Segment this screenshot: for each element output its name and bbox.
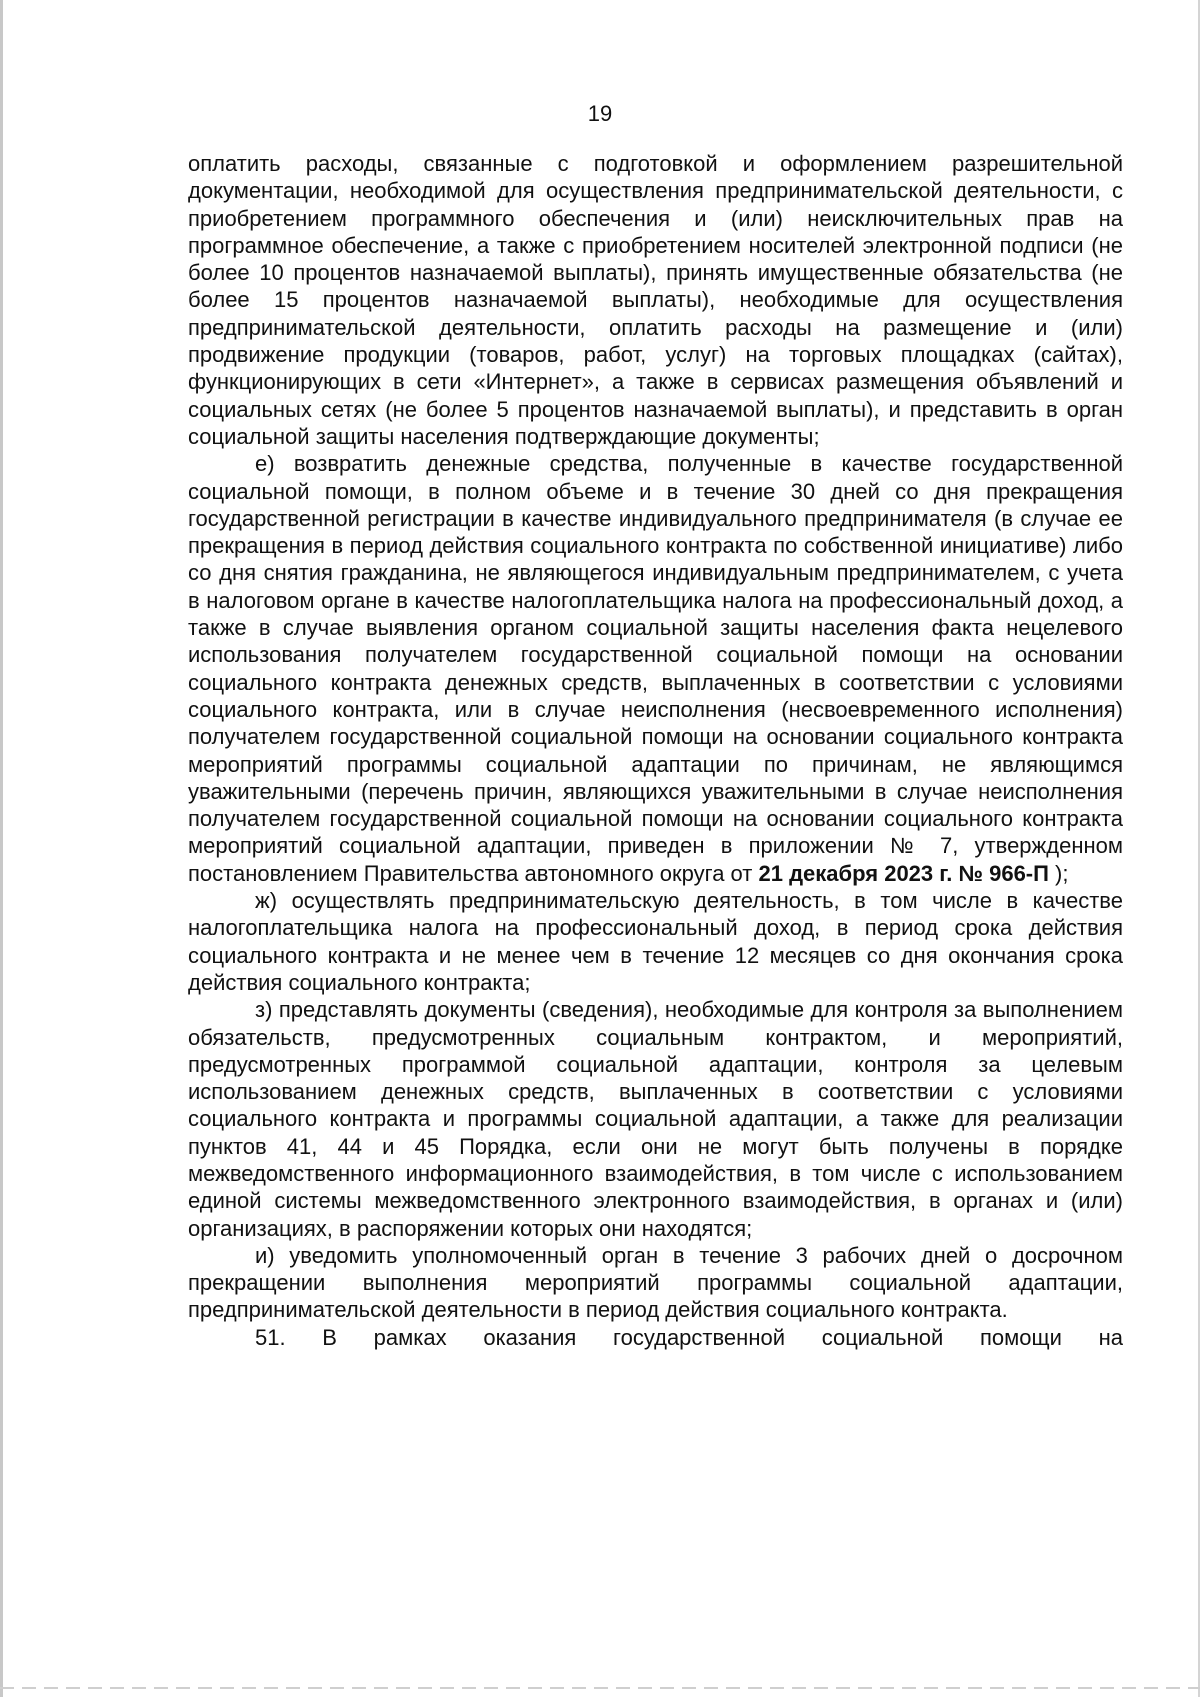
paragraph-tail: ); xyxy=(1048,860,1069,886)
paragraph-continuation xyxy=(188,150,1123,450)
paragraph-item-e xyxy=(188,450,1123,887)
document-body xyxy=(188,150,1123,1351)
paragraph-text: е) возвратить денежные средства, полученные в качестве государственной социальной помощи, в полном объеме и в течение 30 дней со дня прекращения государственной регистрации в качестве индивидуального предпринимателя (в случае ее прекращения в период действия социального контракта по собственной инициативе) либо со дня снятия гражданина, не являющегося индивидуальным предпринимателем, с учета в налоговом органе в качестве налогоплательщика налога на профессиональный доход, а также в случае выявления органом социальной защиты населения факта нецелевого использования получателем государственной социальной помощи на основании социального контракта денежных средств, выплаченных в соответствии с условиями социального контракта, или в случае неисполнения (несвоевременного исполнения) получателем государственной социальной помощи на основании социального контракта мероприятий программы социальной адаптации по причинам, не являющимся уважительными (перечень причин, являющихся уважительными в случае неисполнения получателем государственной социальной помощи на основании социального контракта мероприятий социальной адаптации, приведен в приложении № 7, утвержденном постановлением Правительства автономного округа от xyxy=(188,451,1123,886)
paragraph-text: 51. В рамках оказания государственной социальной помощи на xyxy=(255,1324,1123,1350)
paragraph-text: и) уведомить уполномоченный орган в течение 3 рабочих дней о досрочном прекращении выполнения мероприятий программы социальной адаптации, предпринимательской деятельности в период действия социального контракта. xyxy=(188,1242,1123,1323)
paragraph-item-zh xyxy=(188,887,1123,996)
paragraph-clause-51 xyxy=(188,1324,1123,1351)
scan-edge-bottom xyxy=(0,1687,1200,1689)
paragraph-text: оплатить расходы, связанные с подготовкой и оформлением разрешительной документации, необходимой для осуществления предпринимательской деятельности, с приобретением программного обеспечения и (или) неисключительных прав на программное обеспечение, а также с приобретением носителей электронной подписи (не более 10 процентов назначаемой выплаты), принять имущественные обязательства (не более 15 процентов назначаемой выплаты), необходимые для осуществления предпринимательской деятельности, оплатить расходы на размещение и (или) продвижение продукции (товаров, работ, услуг) на торговых площадках (сайтах), функционирующих в сети «Интернет», а также в сервисах размещения объявлений и социальных сетях (не более 5 процентов назначаемой выплаты), и представить в орган социальной защиты населения подтверждающие документы; xyxy=(188,151,1123,449)
paragraph-item-z xyxy=(188,996,1123,1242)
scan-edge-left xyxy=(0,0,3,1697)
page-number: 19 xyxy=(587,101,613,126)
decree-reference: 21 декабря 2023 г. № 966-П xyxy=(758,860,1049,886)
paragraph-text: з) представлять документы (сведения), необходимые для контроля за выполнением обязательств, предусмотренных социальным контрактом, и мероприятий, предусмотренных программой социальной адаптации, контроля за целевым использованием денежных средств, выплаченных в соответствии с условиями социального контракта и программы социальной адаптации, а также для реализации пунктов 41, 44 и 45 Порядка, если они не могут быть получены в порядке межведомственного информационного взаимодействия, в том числе с использованием единой системы межведомственного электронного взаимодействия, в органах и (или) организациях, в распоряжении которых они находятся; xyxy=(188,997,1123,1241)
paragraph-text: ж) осуществлять предпринимательскую деятельность, в том числе в качестве налогоплательщика налога на профессиональный доход, в период срока действия социального контракта и не менее чем в течение 12 месяцев со дня окончания срока действия социального контракта; xyxy=(188,888,1123,995)
paragraph-item-i xyxy=(188,1242,1123,1324)
